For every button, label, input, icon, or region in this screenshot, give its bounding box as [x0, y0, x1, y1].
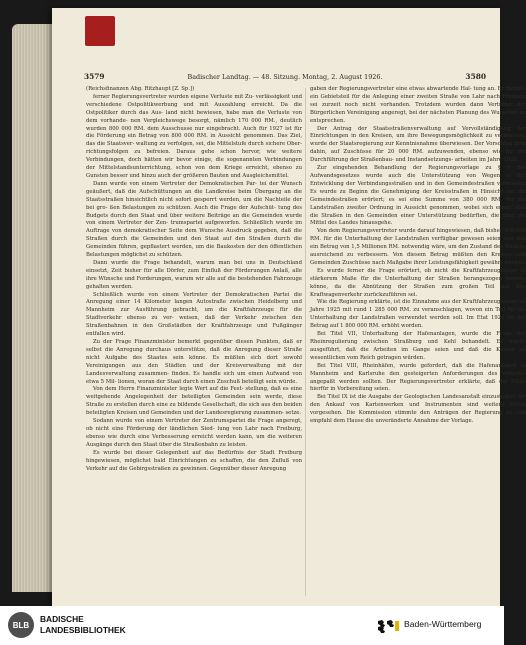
paragraph: Es wurde bei dieser Gelegenheit auf das Bedürfnis der Stadt Freiburg hingewiesen, möglichst bald Einrichtungen zu schaffen, die den Zufluß von Verkehr auf die Gebirgsstraßen zu gewinnen. Gegenüber dieser Anregung	[86, 449, 302, 472]
state-name[interactable]: Baden-Württemberg	[404, 619, 482, 629]
paragraph: gaben der Regierungsvertreter eine etwas abwartende Hal- tung an. Er meinte, ein Gebietsteil für die Anlegung einer zweiten Straße von Lahr nach Freiburg sei zurzeit noch nicht vorhanden. Trotzdem wurden dann Vertreter der Bürgerlichen Vereinigung angeregt, bei der nächsten Planung des Wunsches zu entsprechen.	[310, 86, 526, 124]
page-number-left: 3579	[84, 72, 105, 81]
paragraph: Bei Titel IX ist die Ausgabe der Geologischen Landesanstalt einzustellen; für den Ankauf von Kartenwerken und Instrumenten sind weitere Mittel vorgesehen. Die Kommission stimmte den Anträgen der Regierung zu und empfahl dem Hause die unveränderte Annahme der Vorlage.	[310, 394, 526, 425]
red-bookmark-tab	[85, 16, 115, 46]
baden-wuerttemberg-lions-icon[interactable]	[376, 618, 400, 634]
left-text-column	[86, 86, 302, 598]
library-footer	[0, 606, 504, 645]
paragraph: Von dem Herrn Finanzminister legte Wert auf die Fest- stellung, daß es eine weitgehende Angelegenheit der beteiligten Gemeinden sein werde, diese Straße zu erstellen durch eine zu bildende Gesellschaft, die sich aus den beiden beteiligten Kreisen und Gemeinden und der Landesregierung zusammen- setze.	[86, 386, 302, 417]
scanned-page	[52, 8, 526, 606]
blb-logo[interactable]	[8, 612, 34, 638]
library-name[interactable]	[40, 614, 126, 636]
running-header	[84, 72, 486, 84]
page-number-right: 3580	[465, 72, 486, 81]
paragraph: Schließlich wurde von einem Vertreter der Demokratischen Partei die Anregung einer 14 Kilometer langen Autostraße zwischen Heidelberg und Mannheim zur Ausführung gebracht, um die Kraftfahrzeuge für die Stadtverkehr ebenso zu ver- weisen, daß der Verkehr zwischen den Straßenbahnen in den Großstädten der Kraftfahrzeuge und Fußgänger entfallen wird.	[86, 291, 302, 338]
header-title: Badischer Landtag. — 48. Sitzung. Montag, 2. August 1926.	[187, 73, 383, 81]
paragraph: Es wurde ferner die Frage erörtert, ob nicht die Kraftfahrzeugsteuer in stärkerem Maße für die Unterhaltung der Straßen herangezogen werden könne, da die Abnützung der Straßen zum großen Teil auf den Kraftwagenverkehr zurückzuführen sei.	[310, 267, 526, 298]
paragraph: Von dem Regierungsvertreter wurde darauf hingewiesen, daß bisher 400 000 RM. für die Unterhaltung der Landstraßen verfügbar gewesen seien und daß ein Betrag von 1,5 Millionen RM. notwendig wäre, um den Zustand der Straßen ausreichend zu verbessern. Von diesem Betrag müßten den Kreisen und Gemeinden Zuschüsse nach Maßgabe ihrer Leistungsfähigkeit gewährt werden.	[310, 228, 526, 266]
paragraph: Dann wurde die Frage behandelt, warum man bei uns in Deutschland einsetzt, Zeit bisher für alle Dörfer, zum Einfluß der Förderungen Anlaß, alle ihre Wünsche und Forderungen, warum wir alle auf die bestehenden Fahrzeuge gehalten werden.	[86, 259, 302, 290]
paragraph: Sodann wurde von einem Vertreter der Zentrumspartei die Frage angeregt, ob nicht eine Förderung der ländlichen Sied- lung von Lahr nach Freiburg, ebenso wie durch eine Verbesserung erreicht werden kann, um die weiteren Ausgänge durch den Staat über die Straßenbahn zu leisten.	[86, 418, 302, 448]
paragraph: Der Antrag der Staatsstraßenverwaltung auf Vervollständigung der Einrichtungen in den Kreisen, um ihre Bewegungsmöglichkeit zu verbessern, wurde der Staatsregierung zur Kenntnisnahme überwiesen. Der Vorschlag ging dahin, auf Zuschüsse für 20 000 RM. aufzuwenden, ebenso wie für die Durchführung der Straßenbau- und Instandsetzungs- arbeiten im Jahre 1926.	[310, 125, 526, 164]
page-edges	[12, 24, 56, 592]
paragraph: Dann wurde von einem Vertreter der Demokratischen Par- tei der Wunsch geäußert, daß die Aufschüttungen an die Landkreise beim Übergang an die Staatsstraßen hinsichtlich nicht sofort gesperrt werden, um die Nachteile der bei gro- ßen Belastungen zu schützen. Auch die Frage der Aufschüt- tung des Budgets durch den Staat und über weitere Beiträge an die Gemeinden wurde von einem Vertreter der Zen- trumspartei aufgeworfen. Schließlich wurde im Auftrage von demokratischer Seite dem Wunsche Ausdruck gegeben, daß die Straßen durch die Gemeinden und den Staat auf den Straßen durch die Gemeinden führen, gepflastert werden, um die Baukosten der den öffentlichen Belastungen möglichst zu schützen.	[86, 180, 302, 259]
paragraph: (Reichsfinanzen Abg. Ritzhaupt [Z. Sp.])	[86, 86, 195, 92]
paragraph: Bei Titel VIII, Rheinhäfen, wurde gefordert, daß die Hafenanlagen in Mannheim und Karlsruhe den gesteigerten Anforderungen des Verkehrs angepaßt werden sollten. Der Regierungsvertreter erklärte, daß die Pläne hierfür in Vorbereitung seien.	[310, 362, 526, 393]
paragraph: Wie die Regierung erklärte, ist die Einnahme aus der Kraftfahrzeugsteuer im Jahre 1925 mit rund 1 285 000 RM. zu veranschlagen, wovon ein Teil für die Unterhaltung der Landstraßen verwendet werden soll. Im Etat 1926 ist der Betrag auf 1 800 000 RM. erhöht worden.	[310, 299, 526, 330]
library-name-line1: BADISCHE	[40, 614, 84, 624]
blb-logo-text: BLB	[12, 620, 30, 630]
paragraph: Zur eingehenden Behandlung der Regierungsvorlage zu § 9 des Aufwandsgesetzes wurde auch die Unterstützung von Wegen in der Entwicklung der Verbindungsstraßen und in den Gemeindestraßen verwiesen. Es wurde zu Beginn die Genehmigung der Kreisstraßen in Hinsicht auf die Gemeindestraßen erörtert; es sei eine Summe von 380 000 RM. für die Landstraßen zweiter Ordnung in Aussicht genommen, wobei sich ergab, daß die Straßen in den Gemeinden einer Unterstützung bedürften, die über die Mittel des Landes hinausgehe.	[310, 165, 526, 227]
library-name-line2: LANDESBIBLIOTHEK	[40, 625, 126, 635]
paragraph: Bei Titel VII, Unterhaltung der Hafenanlagen, wurde die Frage der Rheinregulierung zwischen Straßburg und Kehl behandelt. Es wurde ausgeführt, daß die Arbeiten im Gange seien und daß die Kosten im wesentlichen vom Reich getragen würden.	[310, 331, 526, 361]
right-text-column	[310, 86, 526, 598]
column-divider	[305, 88, 306, 596]
paragraph: Zu der Frage Finanzminister bemerkt gegenüber diesen Punkten, daß er selbst die Anregung durchaus unterstütze, daß die Anregung dieser Straße nicht Aufgabe des Staates sein könne. Es müßten sich dort sowohl Vereinigungen aus den Städten und der Kreisverwaltung mit der Landesverwaltung zusammen- finden. Es handle sich um einen Aufwand von etwa 5 Mil- lionen, woran der Staat durch einen Zuschuß beteiligt sein würde.	[86, 339, 302, 385]
paragraph: ferner Regierungsvertreter wurden eigene Verluste mit Zu- verlässigkeit und verschiedene Ostpolitikwerbung und mit Auszahlung erreicht. Da die Ostpolitiker durch das Aus- land nicht bewiesen, habe man die Verluste von dem vorhande- nen Vergleichswege besorgt, nämlich 170 000 RM., deutlich wurden 800 000 RM. dem Ausschusse nur eingebracht. Auch für 1927 ist für die Förderung ein Betrag von 800 000 RM. in Aussicht genommen. Das Ziel, das die Staatsver- waltung zu verfolgen, sei, die Mittelstufe durch sichere Ober- richtungsfolgen zu befreien. Daraus gehe schon hervor, wie weitere Verbindungen, doch hätten wir bevor einige, die sogenannten Verbindungen der Mittelstandsunterrichtung, schon von dem Kriege erreicht, ebenso zu Gunsten besser und hinzu auch der größeren Bauten und Ausgleichsmittel.	[86, 93, 302, 179]
